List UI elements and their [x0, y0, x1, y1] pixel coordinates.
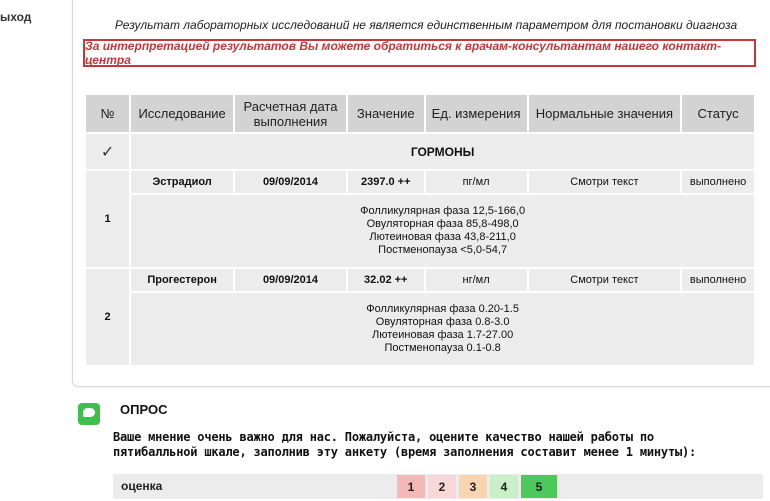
results-table: [84, 93, 756, 367]
row-number: 2: [86, 269, 129, 365]
rating-button-3[interactable]: 3: [459, 475, 487, 498]
row-number: 1: [86, 171, 129, 267]
col-header-norm: Нормальные значения: [529, 95, 681, 132]
test-value: 2397.0 ++: [348, 171, 424, 193]
test-date: 09/09/2014: [235, 269, 346, 291]
survey-description: Ваше мнение очень важно для нас. Пожалуйста, оцените качество нашей работы по пятибалльной шкале, заполнив эту анкету (время заполнения составит менее 1 минуты):: [113, 430, 697, 459]
test-name: Прогестерон: [131, 269, 233, 291]
norm-details-row: [86, 195, 754, 267]
table-row: [86, 269, 754, 291]
col-header-date: Расчетная дата выполнения: [235, 95, 346, 132]
test-date: 09/09/2014: [235, 171, 346, 193]
norm-line: Овуляторная фаза 0.8-3.0: [375, 316, 510, 328]
rating-button-5[interactable]: 5: [521, 475, 557, 498]
disclaimer-text: Результат лабораторных исследований не является единственным параметром для постановки диагноза: [114, 18, 738, 32]
norm-details: [131, 195, 754, 267]
results-panel: [72, 0, 770, 387]
survey-title: ОПРОС: [120, 402, 168, 417]
norm-line: Фолликулярная фаза 0.20-1.5: [366, 303, 519, 315]
table-header-row: [86, 95, 754, 132]
test-norm: Смотри текст: [529, 269, 681, 291]
contact-center-notice: За интерпретацией результатов Вы можете обратиться к врачам-консультантам нашего контакт-центра: [83, 39, 756, 67]
col-header-value: Значение: [348, 95, 424, 132]
test-name: Эстрадиол: [131, 171, 233, 193]
norm-line: Постменопауза <5,0-54,7: [378, 244, 508, 256]
test-unit: пг/мл: [426, 171, 527, 193]
norm-line: Лютеиновая фаза 1.7-27.00: [372, 329, 514, 341]
norm-line: Постменопауза 0.1-0.8: [384, 342, 501, 354]
rating-label: оценка: [121, 479, 163, 493]
rating-button-2[interactable]: 2: [428, 475, 456, 498]
rating-button-4[interactable]: 4: [490, 475, 518, 498]
rating-button-1[interactable]: 1: [397, 475, 425, 498]
survey-chat-icon: [78, 403, 100, 425]
norm-details: [131, 293, 754, 365]
col-header-num: №: [86, 95, 129, 132]
col-header-status: Статус: [682, 95, 754, 132]
rating-row: [113, 474, 763, 499]
table-row: [86, 171, 754, 193]
group-row-hormones: [86, 134, 754, 169]
group-title: ГОРМОНЫ: [131, 134, 754, 169]
test-status: выполнено: [682, 269, 754, 291]
exit-link[interactable]: ыход: [0, 10, 32, 24]
test-unit: нг/мл: [426, 269, 527, 291]
norm-line: Лютеиновая фаза 43,8-211,0: [369, 231, 516, 243]
col-header-test: Исследование: [131, 95, 233, 132]
group-select-checkbox[interactable]: [86, 134, 129, 169]
test-value: 32.02 ++: [348, 269, 424, 291]
col-header-unit: Ед. измерения: [426, 95, 527, 132]
norm-details-row: [86, 293, 754, 365]
norm-line: Фолликулярная фаза 12,5-166,0: [360, 205, 526, 217]
test-status: выполнено: [682, 171, 754, 193]
check-icon: ✓: [100, 143, 115, 161]
norm-line: Овуляторная фаза 85,8-498,0: [366, 218, 519, 230]
test-norm: Смотри текст: [529, 171, 681, 193]
